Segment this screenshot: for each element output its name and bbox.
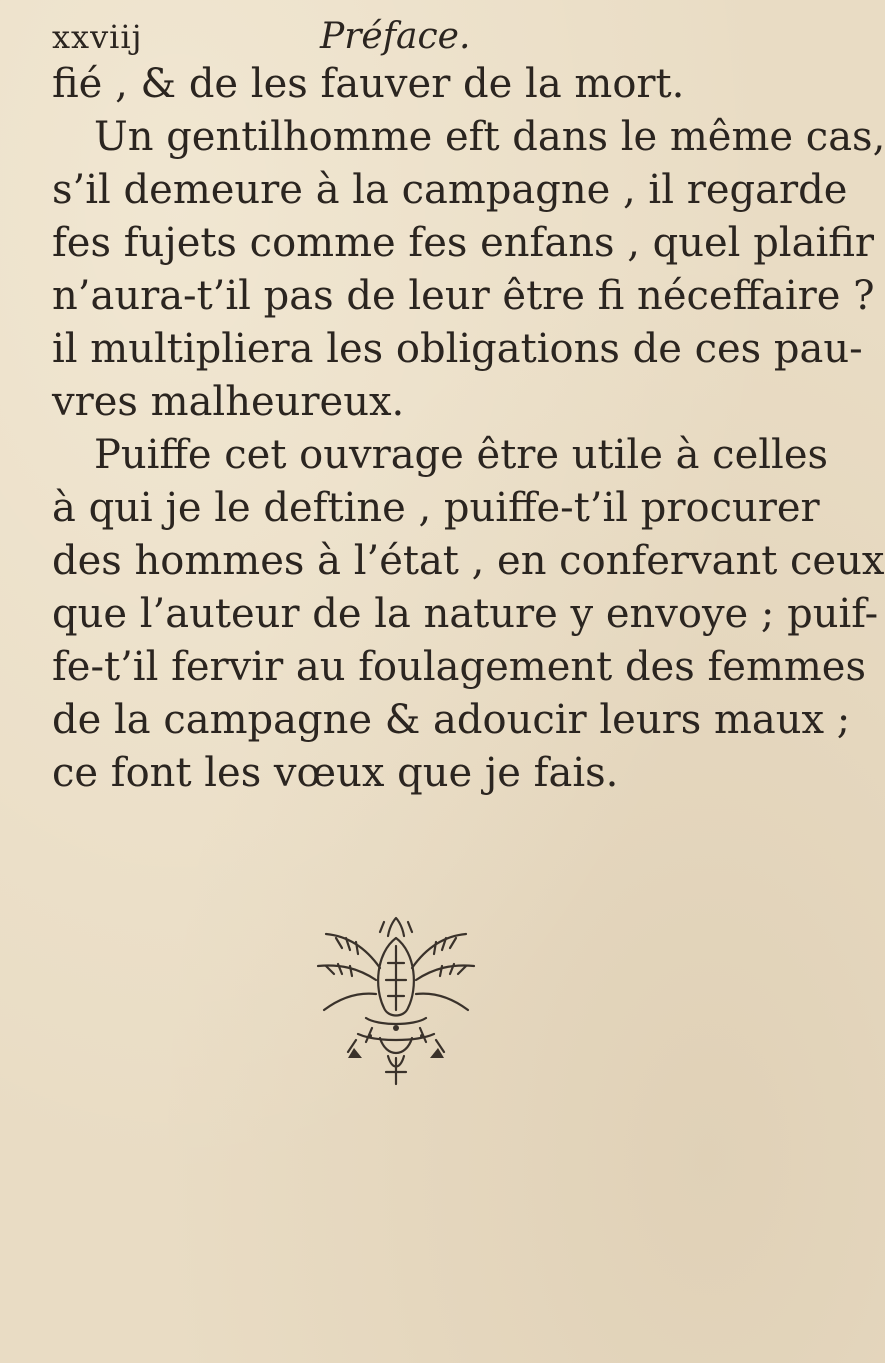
text-line: Un gentilhomme eft dans le même cas, <box>94 114 885 160</box>
text-line: des hommes à l’état , en confervant ceux <box>52 538 885 584</box>
text-line: fié , & de les fauver de la mort. <box>52 61 685 107</box>
text-line: ce font les vœux que je fais. <box>52 750 619 796</box>
page-header <box>52 18 752 58</box>
text-line: fe-t’il fervir au foulagement des femmes <box>52 644 867 690</box>
text-line: de la campagne & adoucir leurs maux ; <box>52 697 851 743</box>
text-line: fes fujets comme fes enfans , quel plaifir <box>52 220 875 266</box>
page-number: xxviij <box>52 18 143 56</box>
ornament-drawing <box>296 908 496 1098</box>
text-line: à qui je le deftine , puiffe-t’il procurer <box>52 485 820 531</box>
text-line: n’aura-t’il pas de leur être fi néceffaire ? <box>52 273 875 319</box>
text-line: que l’auteur de la nature y envoye ; puif- <box>52 591 879 637</box>
text-line: Puiffe cet ouvrage être utile à celles <box>94 432 829 478</box>
running-title: Préface. <box>320 16 471 57</box>
text-line: s’il demeure à la campagne , il regarde <box>52 167 848 213</box>
body-text <box>52 58 885 800</box>
text-line: vres malheureux. <box>52 379 405 425</box>
text-line: il multipliera les obligations de ces pau- <box>52 326 863 372</box>
floral-tailpiece-ornament-icon <box>296 908 496 1098</box>
